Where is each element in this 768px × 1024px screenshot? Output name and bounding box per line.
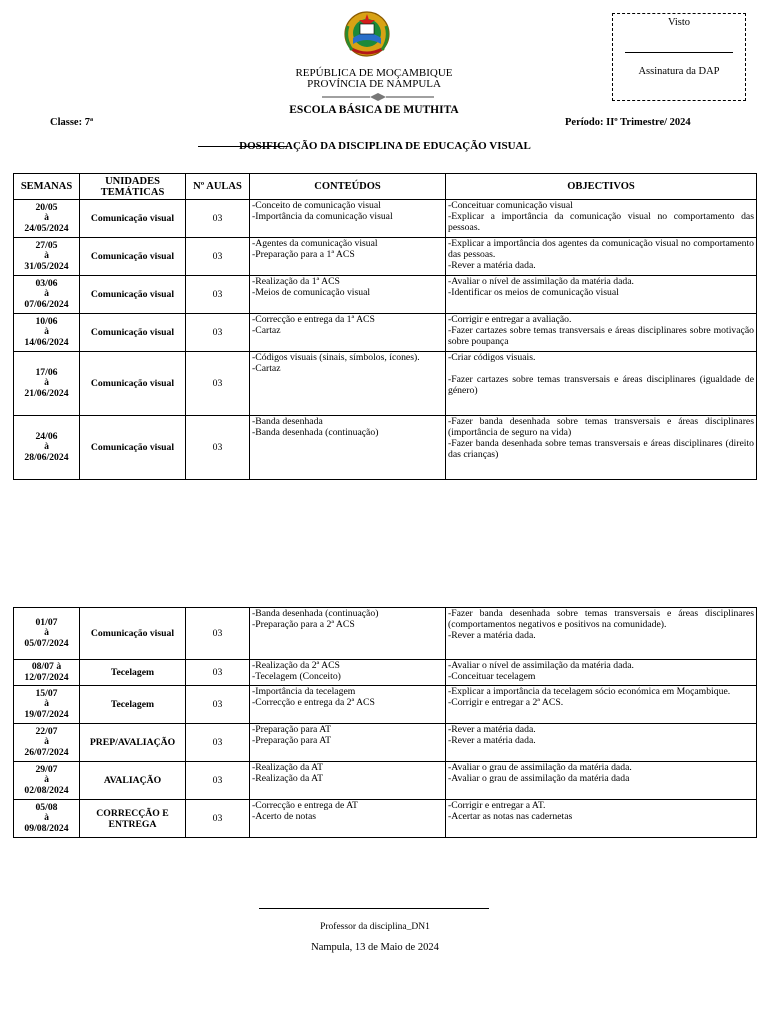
contents-cell: [250, 200, 446, 238]
week-text: à: [44, 812, 49, 824]
table-row: [14, 314, 757, 352]
content-line: -Importância da comunicação visual: [252, 211, 393, 222]
objectives-cell: [446, 352, 757, 416]
objectives-cell: [446, 200, 757, 238]
table-body-part2: [14, 608, 757, 838]
content-line: -Tecelagem (Conceito): [252, 671, 341, 682]
table-row: [14, 660, 757, 686]
lessons-cell: 03: [186, 314, 250, 352]
objective-line: -Corrigir e entregar a avaliação.: [448, 314, 572, 325]
table-row: [14, 238, 757, 276]
week-cell: [14, 800, 80, 838]
objective-line: -Rever a matéria dada.: [448, 735, 536, 746]
week-text: 05/08: [35, 801, 58, 813]
objective-line: -Fazer banda desenhada sobre temas transversais e áreas disciplinares (direito das crianças): [448, 438, 754, 460]
lessons-cell: 03: [186, 200, 250, 238]
unit-cell: Comunicação visual: [80, 352, 186, 416]
week-text: 21/06/2024: [24, 387, 69, 399]
contents-cell: [250, 686, 446, 724]
unit-cell: Comunicação visual: [80, 276, 186, 314]
unit-cell: Comunicação visual: [80, 200, 186, 238]
lessons-cell: 03: [186, 608, 250, 660]
contents-cell: [250, 660, 446, 686]
objectives-cell: [446, 314, 757, 352]
week-text: à: [44, 288, 49, 300]
week-cell: [14, 762, 80, 800]
table-row: [14, 200, 757, 238]
contents-cell: [250, 276, 446, 314]
week-text: 03/06: [35, 277, 58, 289]
content-line: -Realização da AT: [252, 773, 324, 784]
dosification-table-part2: [13, 607, 757, 838]
visto-label: Visto: [667, 17, 691, 28]
unit-cell: Comunicação visual: [80, 314, 186, 352]
lessons-cell: 03: [186, 352, 250, 416]
content-line: -Realização da 1ª ACS: [252, 276, 340, 287]
divider-ornament: [322, 93, 434, 101]
week-text: 02/08/2024: [24, 784, 69, 796]
objective-line: -Avaliar o grau de assimilação da matéria dada.: [448, 762, 632, 773]
dap-signature-label: Assinatura da DAP: [638, 66, 720, 77]
week-text: 29/07: [35, 763, 58, 775]
objective-line: -Explicar a importância da tecelagem sócio económica em Moçambique.: [448, 686, 731, 697]
objective-line: -Fazer banda desenhada sobre temas transversais e áreas disciplinares (comportamentos negativos e positivos na comunidade).: [448, 608, 754, 630]
week-text: 19/07/2024: [24, 708, 69, 720]
professor-signature-line: [259, 908, 489, 909]
objective-line: -Avaliar o nível de assimilação da matéria dada.: [448, 276, 634, 287]
week-text: 26/07/2024: [24, 746, 69, 758]
week-text: 24/06: [35, 430, 58, 442]
content-line: -Correcção e entrega da 1ª ACS: [252, 314, 375, 325]
contents-cell: [250, 238, 446, 276]
signature-line: [625, 52, 733, 53]
week-text: à: [44, 698, 49, 710]
week-text: à: [44, 441, 49, 453]
week-cell: [14, 200, 80, 238]
lessons-cell: 03: [186, 686, 250, 724]
lessons-cell: 03: [186, 276, 250, 314]
content-line: -Agentes da comunicação visual: [252, 238, 378, 249]
table-row: [14, 686, 757, 724]
week-text: 24/05/2024: [24, 222, 69, 234]
week-text: à: [44, 212, 49, 224]
dosification-table-part1: [13, 173, 757, 480]
week-text: 12/07/2024: [24, 671, 69, 683]
week-text: 22/07: [35, 725, 58, 737]
unit-cell: Comunicação visual: [80, 416, 186, 480]
lessons-cell: 03: [186, 660, 250, 686]
week-text: 07/06/2024: [24, 298, 69, 310]
contents-cell: [250, 724, 446, 762]
contents-cell: [250, 800, 446, 838]
unit-cell: PREP/AVALIAÇÃO: [80, 724, 186, 762]
content-line: -Banda desenhada: [252, 416, 323, 427]
content-line: -Realização da 2ª ACS: [252, 660, 340, 671]
week-cell: [14, 416, 80, 480]
objectives-cell: [446, 762, 757, 800]
unit-cell: CORRECÇÃO E ENTREGA: [80, 800, 186, 838]
objective-line: -Corrigir e entregar a AT.: [448, 800, 546, 811]
lessons-cell: 03: [186, 724, 250, 762]
content-line: -Realização da AT: [252, 762, 324, 773]
content-line: -Acerto de notas: [252, 811, 317, 822]
week-cell: [14, 276, 80, 314]
school-name: ESCOLA BÁSICA DE MUTHITA: [289, 104, 459, 116]
content-line: -Correcção e entrega da 2ª ACS: [252, 697, 375, 708]
table-row: [14, 608, 757, 660]
objective-line: -Avaliar o nível de assimilação da matéria dada.: [448, 660, 634, 671]
content-line: -Importância da tecelagem: [252, 686, 356, 697]
week-text: à: [44, 326, 49, 338]
header-objectivos: OBJECTIVOS: [446, 174, 757, 200]
unit-cell: AVALIAÇÃO: [80, 762, 186, 800]
republic-heading: REPÚBLICA DE MOÇAMBIQUE: [295, 67, 453, 79]
week-cell: [14, 608, 80, 660]
content-line: -Conceito de comunicação visual: [252, 200, 381, 211]
table-row: [14, 762, 757, 800]
contents-cell: [250, 352, 446, 416]
contents-cell: [250, 762, 446, 800]
objective-line: -Explicar a importância da comunicação visual no comportamento das pessoas.: [448, 211, 754, 233]
week-text: à: [44, 250, 49, 262]
content-line: -Banda desenhada (continuação): [252, 427, 379, 438]
lessons-cell: 03: [186, 416, 250, 480]
header-semanas: SEMANAS: [14, 174, 80, 200]
objective-line: -Rever a matéria dada.: [448, 260, 536, 271]
objectives-cell: [446, 686, 757, 724]
lessons-cell: 03: [186, 800, 250, 838]
objectives-cell: [446, 608, 757, 660]
content-line: -Preparação para AT: [252, 735, 332, 746]
content-line: -Preparação para AT: [252, 724, 332, 735]
content-line: -Preparação para a 2ª ACS: [252, 619, 355, 630]
week-text: 28/06/2024: [24, 451, 69, 463]
professor-label: Professor da disciplina_DN1: [320, 922, 430, 932]
objective-line: -Criar códigos visuais.: [448, 352, 536, 363]
unit-cell: Comunicação visual: [80, 608, 186, 660]
objectives-cell: [446, 238, 757, 276]
table-row: [14, 416, 757, 480]
week-cell: [14, 352, 80, 416]
objective-line: -Fazer cartazes sobre temas transversais e áreas disciplinares sobre motivação sobre poupança: [448, 325, 754, 347]
place-date: Nampula, 13 de Maio de 2024: [311, 942, 439, 953]
week-text: 27/05: [35, 239, 58, 251]
objectives-cell: [446, 276, 757, 314]
unit-cell: Comunicação visual: [80, 238, 186, 276]
objective-line: -Identificar os meios de comunicação visual: [448, 287, 619, 298]
objective-line: -Fazer cartazes sobre temas transversais e áreas disciplinares (igualdade de género): [448, 374, 754, 396]
objective-line: -Avaliar o grau de assimilação da matéria dada: [448, 773, 630, 784]
content-line: -Cartaz: [252, 363, 281, 374]
content-line: -Preparação para a 1ª ACS: [252, 249, 355, 260]
week-cell: [14, 238, 80, 276]
class-label: Classe: 7ª: [50, 117, 94, 128]
header-conteudos: CONTEÚDOS: [250, 174, 446, 200]
objective-line: -Corrigir e entregar a 2ª ACS.: [448, 697, 564, 708]
table-body-part1: [14, 200, 757, 480]
header-aulas: Nº AULAS: [186, 174, 250, 200]
table-row: [14, 352, 757, 416]
objective-line: -Acertar as notas nas cadernetas: [448, 811, 573, 822]
week-cell: [14, 724, 80, 762]
table-row: [14, 800, 757, 838]
objectives-cell: [446, 416, 757, 480]
table-row: [14, 276, 757, 314]
week-cell: [14, 686, 80, 724]
week-text: 09/08/2024: [24, 822, 69, 834]
week-cell: [14, 314, 80, 352]
week-text: 31/05/2024: [24, 260, 69, 272]
contents-cell: [250, 608, 446, 660]
province-heading: PROVÍNCIA DE NAMPULA: [307, 78, 441, 90]
objective-line: -Rever a matéria dada.: [448, 630, 536, 641]
objective-line: -Rever a matéria dada.: [448, 724, 536, 735]
content-line: -Códigos visuais (sinais, símbolos, ícones).: [252, 352, 420, 363]
objectives-cell: [446, 800, 757, 838]
document-title: DOSIFICAÇÃO DA DISCIPLINA DE EDUCAÇÃO VISUAL: [239, 140, 531, 152]
content-line: -Banda desenhada (continuação): [252, 608, 379, 619]
header-unidades: UNIDADES TEMÁTICAS: [80, 174, 186, 200]
lessons-cell: 03: [186, 238, 250, 276]
content-line: -Cartaz: [252, 325, 281, 336]
objective-line: -Conceituar comunicação visual: [448, 200, 573, 211]
objectives-cell: [446, 660, 757, 686]
content-line: -Correcção e entrega de AT: [252, 800, 358, 811]
coat-of-arms-icon: [340, 8, 394, 60]
week-text: 08/07 à: [31, 661, 62, 672]
week-text: à: [44, 774, 49, 786]
week-text: à: [44, 377, 49, 389]
week-text: 17/06: [35, 366, 58, 378]
week-text: 20/05: [35, 201, 58, 213]
table-row: [14, 724, 757, 762]
contents-cell: [250, 314, 446, 352]
contents-cell: [250, 416, 446, 480]
unit-cell: Tecelagem: [80, 686, 186, 724]
objective-line: [448, 363, 754, 374]
lessons-cell: 03: [186, 762, 250, 800]
objective-line: -Fazer banda desenhada sobre temas transversais e áreas disciplinares (importância de seguro na vida): [448, 416, 754, 438]
week-text: 01/07: [35, 616, 58, 628]
week-cell: [14, 660, 80, 686]
week-text: 15/07: [35, 687, 58, 699]
week-text: 05/07/2024: [24, 637, 69, 649]
week-text: 14/06/2024: [24, 336, 69, 348]
period-label: Período: IIº Trimestre/ 2024: [565, 117, 691, 128]
visto-box: [612, 13, 746, 101]
objective-line: -Conceituar tecelagem: [448, 671, 536, 682]
objectives-cell: [446, 724, 757, 762]
week-text: à: [44, 736, 49, 748]
unit-cell: Tecelagem: [80, 660, 186, 686]
week-text: à: [44, 627, 49, 639]
content-line: -Meios de comunicação visual: [252, 287, 371, 298]
objective-line: -Explicar a importância dos agentes da comunicação visual no comportamento das pessoas.: [448, 238, 754, 260]
week-text: 10/06: [35, 315, 58, 327]
